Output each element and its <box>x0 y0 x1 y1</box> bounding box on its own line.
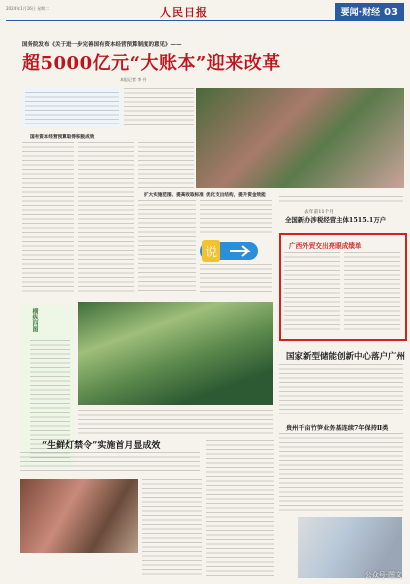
right-news-title: 全国新办涉税经营主体1515.1万户 <box>285 216 387 224</box>
bottom-col-b <box>206 440 274 578</box>
aerial-photo <box>78 302 273 405</box>
box-text-left <box>284 252 340 332</box>
svg-text:说: 说 <box>204 245 218 259</box>
lead-column-1 <box>124 88 194 128</box>
bottom-lead-text <box>20 452 200 474</box>
aerial-caption-text <box>78 410 273 434</box>
text-col-a <box>22 142 74 294</box>
text-col-d <box>138 200 196 294</box>
box-text-right <box>344 252 400 332</box>
page-number: 03 <box>384 7 398 18</box>
top-photo <box>196 88 404 188</box>
guizhou-text <box>279 433 403 513</box>
text-col-b <box>78 142 134 294</box>
subhead-3: 优化支出结构，提升资金效能 <box>206 193 266 198</box>
header-rule <box>6 20 404 21</box>
section-name: 要闻·财经 <box>340 8 381 18</box>
subhead-1: 国有资本经营预算取得积极成效 <box>30 135 95 140</box>
masthead: 人民日报 <box>160 6 208 19</box>
subhead-2: 扩大实施范围、提高收取标准 <box>144 193 204 198</box>
market-photo <box>20 479 138 553</box>
lead-byline: 本报记者 李 丹 <box>120 77 147 82</box>
lead-summary-text <box>25 92 119 124</box>
text-col-f <box>200 264 272 294</box>
guizhou-headline: 贵州千亩竹笋业务基连续7年保持Ⅱ类 <box>286 425 389 432</box>
lead-kicker: 国务院发布《关于进一步完善国有资本经营预算制度的意见》—— <box>22 42 182 48</box>
guangxi-trade-title: 广西外贸交出亮眼成绩单 <box>289 242 362 250</box>
right-news-text-top <box>279 196 403 204</box>
worker-photo <box>298 517 402 578</box>
bottom-headline: “生鲜灯禁令”实施首月显成效 <box>42 441 161 451</box>
right-news-caption: 去年前11个月 <box>304 210 335 215</box>
guangzhou-headline: 国家新型储能创新中心落户广州 <box>286 352 406 362</box>
say-banner-icon <box>200 240 258 262</box>
watermark: 公众号·图文 <box>364 571 402 579</box>
sidebar-title: 横纵四图 <box>31 308 38 332</box>
bottom-col-a <box>142 479 202 577</box>
text-col-e <box>200 200 272 236</box>
guangzhou-text <box>279 364 403 414</box>
section-badge <box>335 3 404 20</box>
text-col-c <box>138 142 194 188</box>
lead-headline: 超5000亿元“大账本”迎来改革 <box>22 53 281 74</box>
issue-date: 2024年1月16日 星期二 <box>6 6 50 11</box>
